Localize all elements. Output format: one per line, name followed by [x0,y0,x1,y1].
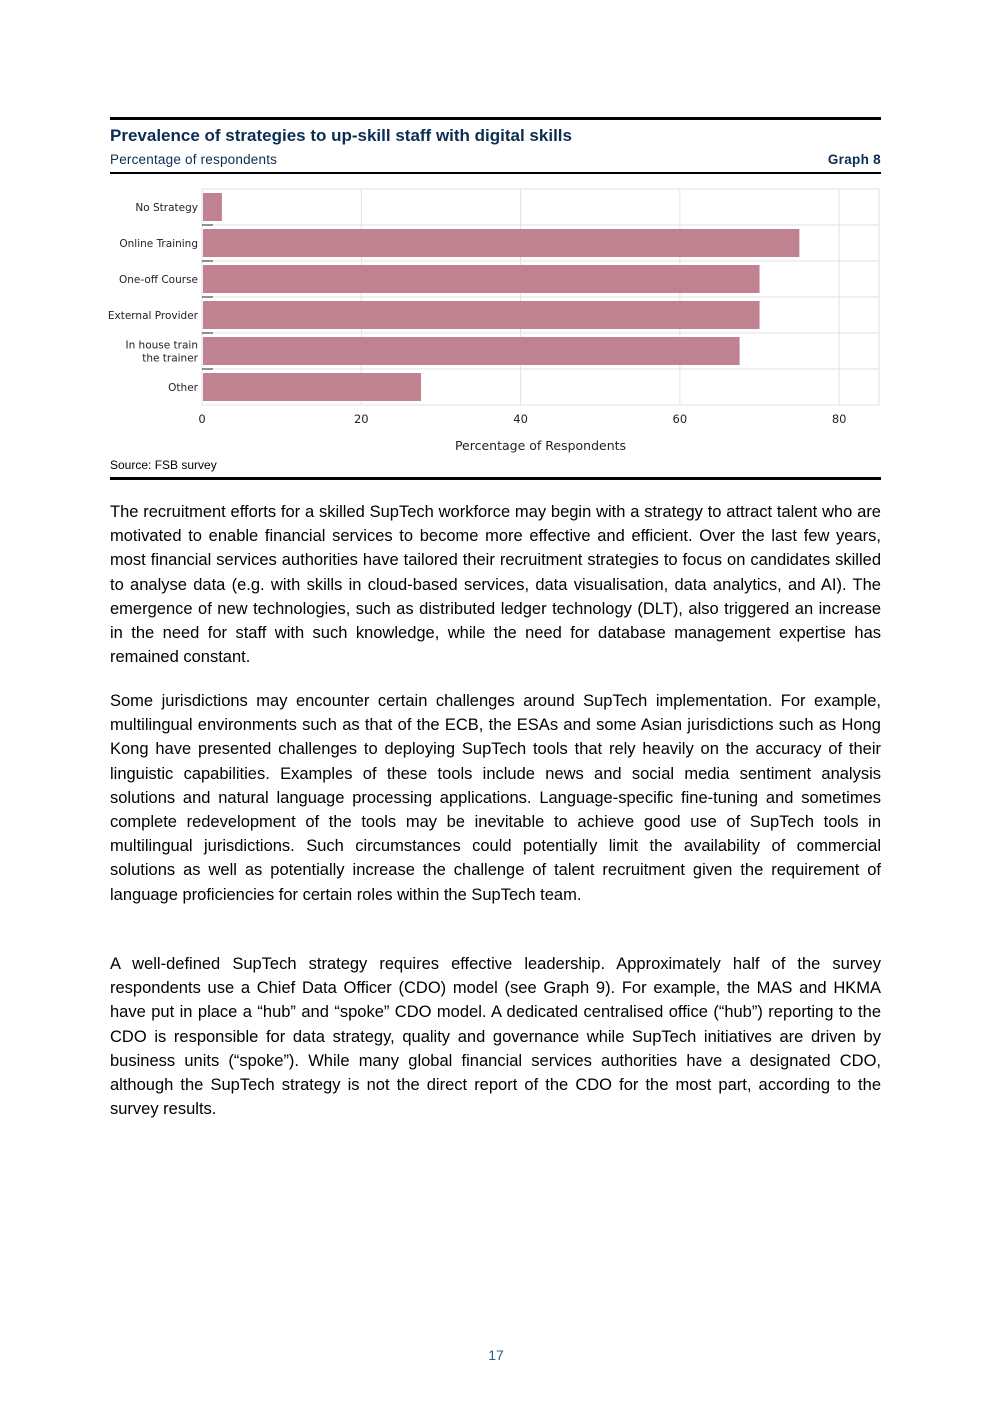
bar [203,265,760,293]
bar [203,193,222,221]
x-tick-label: 40 [513,412,528,426]
y-category-label: One-off Course [118,274,198,286]
figure-bottom-rule [110,477,881,480]
body-paragraph-1: The recruitment efforts for a skilled SupTech workforce may begin with a strategy to attract talent who are motivated to enable financial services to become more effective and efficient. Over the last few years, most financial services authorities have tailored their recruitment strategies to focus on candidates skilled to analyse data (e.g. with skills in cloud-based services, data visualisation, data analytics, and AI). The emergence of new technologies, such as distributed ledger technology (DLT), also triggered an increase in the need for staff with such knowledge, while the need for database management expertise has remained constant. [110,503,881,667]
x-tick-label: 60 [672,412,688,426]
x-tick-label: 0 [198,412,206,426]
x-axis-title: Percentage of Respondents [454,438,627,453]
figure-header-rule [110,172,881,174]
bar-chart [105,180,885,455]
y-category-label: Online Training [119,238,198,250]
figure-title: Prevalence of strategies to up-skill staff with digital skills [110,126,572,145]
y-category-label: Other [168,382,198,394]
y-category-label: No Strategy [135,202,198,214]
x-tick-label: 80 [831,412,847,426]
figure-source: Source: FSB survey [110,458,217,472]
x-tick-label: 20 [353,412,369,426]
figure-subtitle: Percentage of respondents [110,152,278,167]
y-category-label: External Provider [107,310,198,322]
bar [203,337,740,365]
bar [203,373,421,401]
body-paragraph-3: A well-defined SupTech strategy requires effective leadership. Approximately half of the survey respondents use a Chief Data Officer (CDO) model (see Graph 9). For example, the MAS and HKMA have put in place a “hub” and “spoke” CDO model. A dedicated centralised office (“hub”) reporting to the CDO is responsible for data strategy, quality and governance while SupTech initiatives are driven by business units (“spoke”). While many global financial services authorities have a designated CDO, although the SupTech strategy is not the direct report of the CDO for the most part, according to the survey results. [110,955,881,1119]
y-category-label: In house train the trainer [125,339,198,365]
bar [203,229,799,257]
figure-top-rule [110,117,881,120]
graph-label: Graph 8 [827,152,881,167]
bar [203,301,760,329]
page-number: 17 [488,1347,504,1363]
body-paragraph-2: Some jurisdictions may encounter certain challenges around SupTech implementation. For example, multilingual environments such as that of the ECB, the ESAs and some Asian jurisdictions such as Hong Kong have presented challenges to deploying SupTech tools that rely heavily on the accuracy of their linguistic capabilities. Examples of these tools include news and social media sentiment analysis solutions and natural language processing applications. Language-specific fine-tuning and sometimes complete redevelopment of the tools may be inevitable to achieve good use of SupTech tools in multilingual jurisdictions. Such circumstances could potentially limit the availability of commercial solutions as well as potentially increase the challenge of talent recruitment given the requirement of language proficiencies for certain roles within the SupTech team. [110,692,881,904]
